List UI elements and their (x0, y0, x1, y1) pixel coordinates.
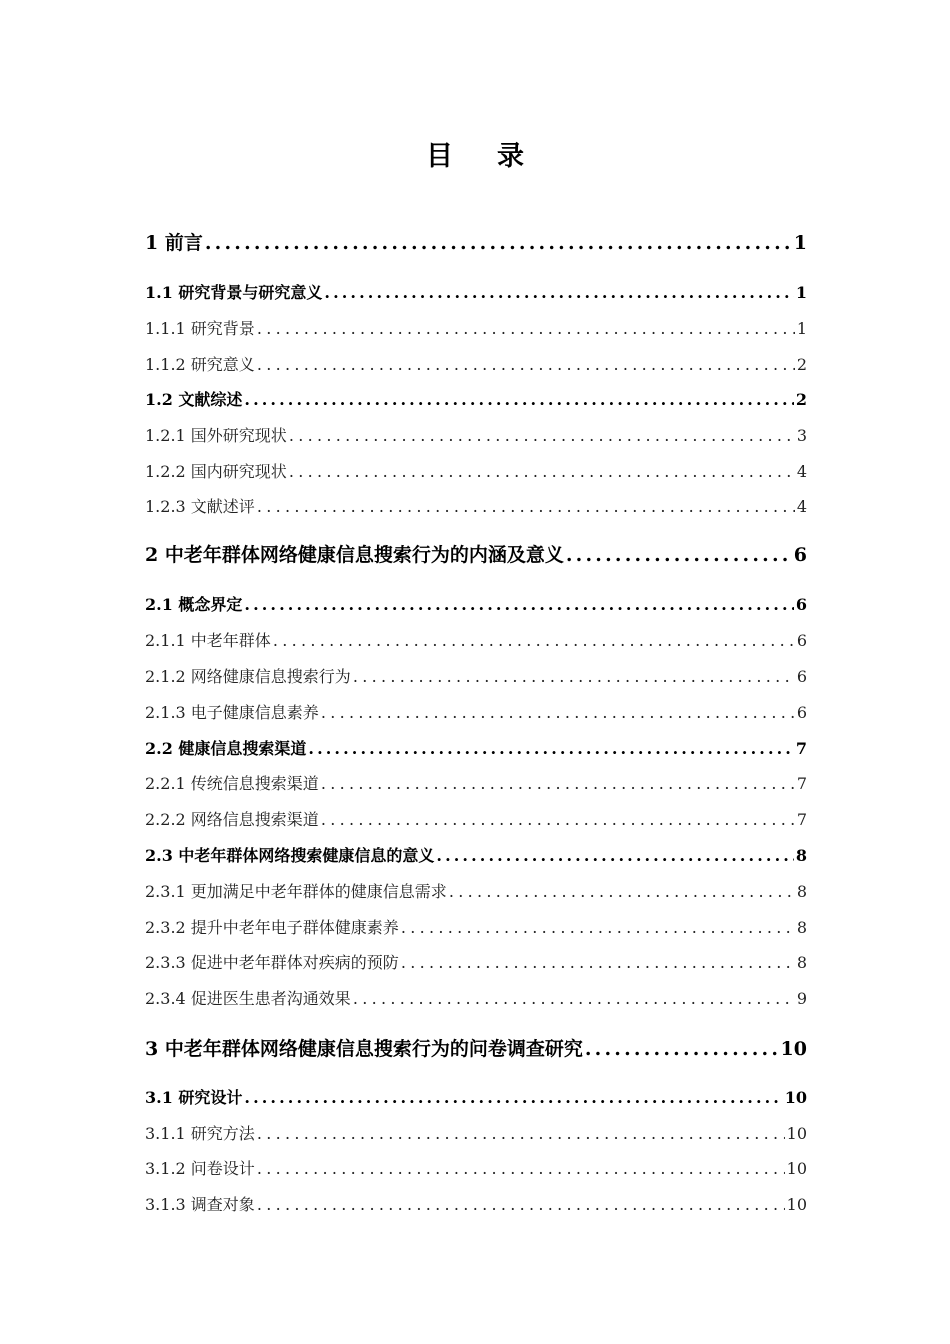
toc-entry-label: 1.2.3 文献述评 (145, 497, 255, 516)
toc-dot-leader (257, 1195, 785, 1214)
toc-entry-page-number: 7 (796, 810, 807, 829)
toc-entry (145, 628, 807, 651)
toc-entry (145, 1156, 807, 1179)
toc-title (0, 134, 950, 174)
toc-dot-leader (353, 989, 795, 1008)
toc-entry-page-number: 4 (796, 462, 807, 481)
toc-entry-label: 2.1.2 网络健康信息搜索行为 (145, 667, 351, 686)
toc-entry-label: 1.2 文献综述 (145, 390, 243, 409)
toc-entry (145, 1192, 807, 1215)
toc-entry-label: 1.2.2 国内研究现状 (145, 462, 287, 481)
toc-entry-page-number: 6 (796, 631, 807, 650)
toc-entry-page-number: 8 (795, 846, 807, 865)
toc-entry (145, 228, 807, 255)
toc-entry-page-number: 6 (796, 703, 807, 722)
toc-dot-leader (585, 1038, 779, 1060)
toc-dot-leader (401, 918, 795, 937)
toc-dot-leader (308, 739, 793, 758)
toc-entry-label: 2.2 健康信息搜索渠道 (145, 739, 307, 758)
toc-entry-page-number: 9 (796, 989, 807, 1008)
toc-entry-page-number: 8 (796, 953, 807, 972)
toc-dot-leader (244, 390, 793, 409)
toc-entry-label: 3.1 研究设计 (145, 1088, 243, 1107)
toc-entry (145, 1085, 807, 1108)
toc-entry-label: 1 前言 (145, 232, 203, 254)
toc-entry-label: 2 中老年群体网络健康信息搜索行为的内涵及意义 (145, 544, 564, 566)
toc-entry-label: 2.3.1 更加满足中老年群体的健康信息需求 (145, 882, 447, 901)
toc-entry-label: 3.1.3 调查对象 (145, 1195, 255, 1214)
toc-entry (145, 592, 807, 615)
toc-entry-label: 2.3 中老年群体网络搜索健康信息的意义 (145, 846, 435, 865)
toc-dot-leader (273, 631, 795, 650)
toc-entry (145, 387, 807, 410)
toc-title-part1: 目 (426, 141, 453, 172)
toc-entry-label: 3.1.1 研究方法 (145, 1124, 255, 1143)
toc-entry (145, 807, 807, 830)
toc-entry (145, 540, 807, 567)
toc-entry (145, 280, 807, 303)
toc-dot-leader (257, 355, 795, 374)
toc-entry-label: 1.1 研究背景与研究意义 (145, 283, 323, 302)
toc-dot-leader (244, 1088, 782, 1107)
toc-dot-leader (449, 882, 795, 901)
toc-dot-leader (566, 544, 792, 566)
toc-entry (145, 736, 807, 759)
toc-dot-leader (289, 426, 795, 445)
toc-dot-leader (321, 810, 795, 829)
toc-entry-page-number: 1 (795, 283, 807, 302)
toc-entry-page-number: 10 (786, 1159, 807, 1178)
toc-entry-page-number: 10 (784, 1088, 807, 1107)
toc-entry (145, 459, 807, 482)
toc-dot-leader (257, 1159, 785, 1178)
toc-dot-leader (257, 319, 795, 338)
toc-entry-page-number: 7 (795, 739, 807, 758)
toc-entry-page-number: 6 (795, 595, 807, 614)
toc-entry-label: 2.3.2 提升中老年电子群体健康素养 (145, 918, 399, 937)
toc-entry (145, 986, 807, 1009)
toc-entry (145, 771, 807, 794)
toc-entry-label: 1.1.2 研究意义 (145, 355, 255, 374)
toc-entry-page-number: 1 (796, 319, 807, 338)
toc-entry (145, 1121, 807, 1144)
toc-entry-label: 2.2.2 网络信息搜索渠道 (145, 810, 319, 829)
toc-entry-label: 2.3.3 促进中老年群体对疾病的预防 (145, 953, 399, 972)
toc-entry-page-number: 4 (796, 497, 807, 516)
toc-entry (145, 494, 807, 517)
toc-entry-page-number: 8 (796, 882, 807, 901)
toc-dot-leader (436, 846, 793, 865)
toc-dot-leader (289, 462, 795, 481)
toc-dot-leader (205, 232, 792, 254)
toc-title-part2: 录 (497, 141, 524, 172)
toc-dot-leader (321, 703, 795, 722)
toc-dot-leader (324, 283, 793, 302)
toc-entry-page-number: 7 (796, 774, 807, 793)
toc-entry-page-number: 10 (786, 1124, 807, 1143)
toc-entry (145, 352, 807, 375)
toc-entry (145, 664, 807, 687)
toc-entry (145, 316, 807, 339)
toc-entry (145, 423, 807, 446)
toc-entry-page-number: 6 (796, 667, 807, 686)
toc-entry (145, 950, 807, 973)
toc-entry-page-number: 8 (796, 918, 807, 937)
toc-entry-label: 2.1.3 电子健康信息素养 (145, 703, 319, 722)
toc-entry-page-number: 10 (780, 1038, 807, 1060)
toc-entry-label: 2.1 概念界定 (145, 595, 243, 614)
toc-dot-leader (257, 1124, 785, 1143)
toc-entry-page-number: 3 (796, 426, 807, 445)
toc-entry-label: 1.2.1 国外研究现状 (145, 426, 287, 445)
toc-dot-leader (401, 953, 795, 972)
toc-entry (145, 700, 807, 723)
toc-entry (145, 1034, 807, 1061)
toc-dot-leader (257, 497, 795, 516)
toc-entry-page-number: 1 (793, 232, 807, 254)
toc-entry-page-number: 2 (796, 355, 807, 374)
toc-entry-label: 1.1.1 研究背景 (145, 319, 255, 338)
toc-entry-label: 2.2.1 传统信息搜索渠道 (145, 774, 319, 793)
toc-dot-leader (353, 667, 795, 686)
toc-entry-label: 2.3.4 促进医生患者沟通效果 (145, 989, 351, 1008)
toc-entry (145, 915, 807, 938)
toc-entry-label: 3 中老年群体网络健康信息搜索行为的问卷调查研究 (145, 1038, 583, 1060)
toc-entry-page-number: 2 (795, 390, 807, 409)
toc-entry-label: 2.1.1 中老年群体 (145, 631, 271, 650)
toc-entry-page-number: 10 (786, 1195, 807, 1214)
toc-dot-leader (244, 595, 793, 614)
toc-entry-label: 3.1.2 问卷设计 (145, 1159, 255, 1178)
toc-dot-leader (321, 774, 795, 793)
toc-entry-page-number: 6 (793, 544, 807, 566)
toc-entry (145, 879, 807, 902)
toc-entry (145, 843, 807, 866)
